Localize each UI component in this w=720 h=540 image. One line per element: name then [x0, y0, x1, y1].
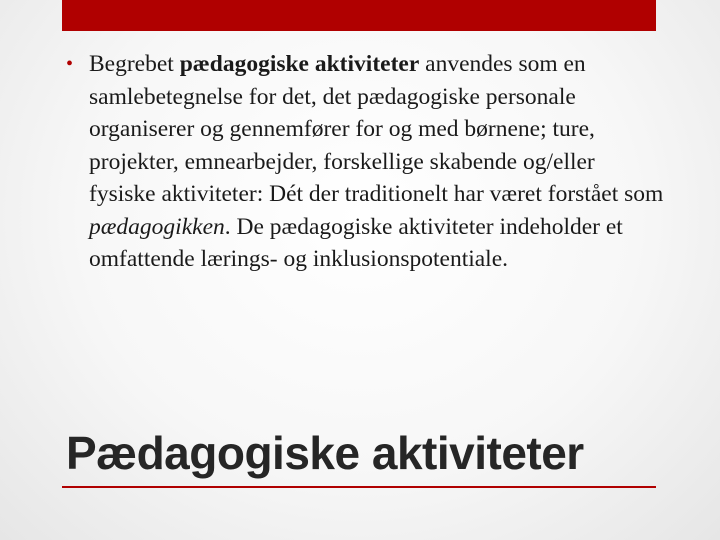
bullet-text-bold-term: pædagogiske aktiviteter: [179, 51, 420, 77]
bullet-text-end: . De pædagogiske aktiviteter indeholder et omfattende lærings- og inklusionspotentiale.: [89, 213, 623, 272]
bullet-item: [66, 48, 666, 276]
bullet-marker: •: [66, 53, 74, 75]
bullet-text: [89, 48, 666, 276]
slide-title: Pædagogiske aktiviteter: [66, 427, 584, 479]
bullet-text-intro: Begrebet: [89, 51, 180, 77]
bullet-text-middle: anvendes som en samlebetegnelse for det, det pædagogiske personale organiserer og gennemfører for og med børnene; ture, projekter, emnearbejder, forskellige skabende og/eller fysiske aktiviteter: Dét der traditionelt har været forstået som: [89, 51, 664, 207]
slide-body: [66, 48, 666, 276]
top-accent-bar: [62, 0, 656, 31]
bullet-text-italic-term: pædagogikken: [89, 213, 225, 240]
title-underline: [62, 486, 656, 488]
